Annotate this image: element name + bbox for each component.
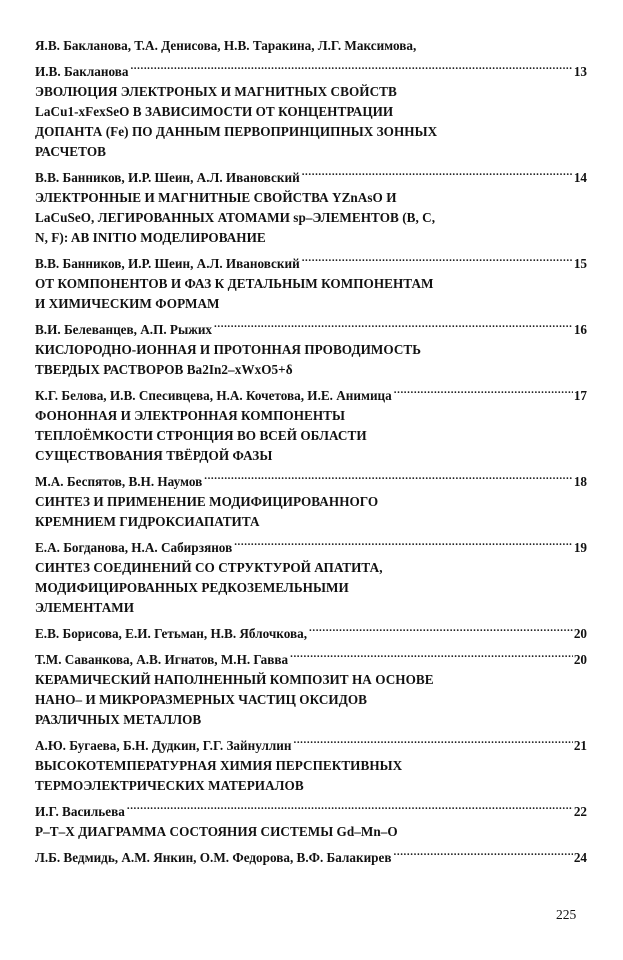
entry-page-ref: 16: [573, 322, 587, 337]
entry-title-line: ВЫСОКОТЕМПЕРАТУРНАЯ ХИМИЯ ПЕРСПЕКТИВНЫХ: [35, 758, 403, 773]
entry-title-line: N, F): AB INITIO МОДЕЛИРОВАНИЕ: [35, 230, 266, 245]
entry-page-ref: 22: [573, 804, 587, 819]
entry-page-ref: 19: [573, 540, 587, 555]
entry-title-line: РАЗЛИЧНЫХ МЕТАЛЛОВ: [35, 712, 202, 727]
entry-title-line: КЕРАМИЧЕСКИЙ НАПОЛНЕННЫЙ КОМПОЗИТ НА ОСНОВЕ: [35, 672, 434, 687]
dot-leader: [392, 842, 573, 862]
entry-page-ref: 21: [573, 738, 587, 753]
entry-page-ref: 15: [573, 256, 587, 271]
entry-authors: Е.А. Богданова, Н.А. Сабирзянов ..... 19: [35, 532, 587, 558]
page-number: 225: [556, 907, 577, 922]
entry-title-line: КИСЛОРОДНО-ИОННАЯ И ПРОТОННАЯ ПРОВОДИМОСТЬ: [35, 342, 422, 357]
entry-title-line: LaCu1-xFexSeO В ЗАВИСИМОСТИ ОТ КОНЦЕНТРАЦИИ: [35, 104, 394, 119]
entry-page-ref: 20: [573, 626, 587, 641]
entry-title-line: ТВЕРДЫХ РАСТВОРОВ Ba2In2–xWxO5+δ: [35, 362, 293, 377]
dot-leader: [291, 730, 572, 750]
entry-title-line: РАСЧЕТОВ: [35, 144, 106, 159]
entry-page-ref: 13: [573, 64, 587, 79]
dot-leader: [212, 314, 573, 334]
entry-title-line: СУЩЕСТВОВАНИЯ ТВЁРДОЙ ФАЗЫ: [35, 448, 273, 463]
entry-authors: Л.Б. Ведмидь, А.М. Янкин, О.М. Федорова, В.Ф. Балакирев ..... 24: [35, 842, 587, 868]
entry-title-line: ТЕПЛОЁМКОСТИ СТРОНЦИЯ ВО ВСЕЙ ОБЛАСТИ: [35, 428, 367, 443]
entry-title-line: СИНТЕЗ И ПРИМЕНЕНИЕ МОДИФИЦИРОВАННОГО: [35, 494, 379, 509]
entry-page-ref: 20: [573, 652, 587, 667]
dot-leader: [128, 56, 572, 76]
entry-page-ref: 17: [573, 388, 587, 403]
entry-authors: Т.М. Саванкова, А.В. Игнатов, М.Н. Гавва ..... 20: [35, 644, 587, 670]
entry-title-line: ЭЛЕМЕНТАМИ: [35, 600, 135, 615]
entry-title-line: ОТ КОМПОНЕНТОВ И ФАЗ К ДЕТАЛЬНЫМ КОМПОНЕНТАМ: [35, 276, 434, 291]
entry-authors: А.Ю. Бугаева, Б.Н. Дудкин, Г.Г. Зайнуллин ..... 21: [35, 730, 587, 756]
entry-authors: И.В. Бакланова ..... 13: [35, 56, 587, 82]
entry-title-line: ФОНОННАЯ И ЭЛЕКТРОННАЯ КОМПОНЕНТЫ: [35, 408, 346, 423]
entry-page-ref: 18: [573, 474, 587, 489]
entry-title-line: НАНО– И МИКРОРАЗМЕРНЫХ ЧАСТИЦ ОКСИДОВ: [35, 692, 368, 707]
entry-authors: В.В. Банников, И.Р. Шеин, А.Л. Ивановский ..... 15: [35, 248, 587, 274]
table-of-contents: [35, 36, 587, 868]
entry-title-line: ЭЛЕКТРОННЫЕ И МАГНИТНЫЕ СВОЙСТВА YZnAsO И: [35, 190, 397, 205]
entry-title-line: ДОПАНТА (Fe) ПО ДАННЫМ ПЕРВОПРИНЦИПНЫХ ЗОННЫХ: [35, 124, 438, 139]
dot-leader: [125, 796, 573, 816]
dot-leader: [232, 532, 573, 552]
entry-title-line: КРЕМНИЕМ ГИДРОКСИАПАТИТА: [35, 514, 260, 529]
entry-title-line: МОДИФИЦИРОВАННЫХ РЕДКОЗЕМЕЛЬНЫМИ: [35, 580, 349, 595]
dot-leader: [288, 644, 573, 664]
entry-authors: Я.В. Бакланова, Т.А. Денисова, Н.В. Таракина, Л.Г. Максимова,: [35, 38, 417, 53]
entry-authors: В.В. Банников, И.Р. Шеин, А.Л. Ивановский ..... 14: [35, 162, 587, 188]
entry-title-line: P–T–X ДИАГРАММА СОСТОЯНИЯ СИСТЕМЫ Gd–Mn–O: [35, 824, 398, 839]
dot-leader: [202, 466, 573, 486]
entry-authors: К.Г. Белова, И.В. Спесивцева, Н.А. Кочетова, И.Е. Анимица ..... 17: [35, 380, 587, 406]
entry-title-line: ТЕРМОЭЛЕКТРИЧЕСКИХ МАТЕРИАЛОВ: [35, 778, 304, 793]
entry-title-line: СИНТЕЗ СОЕДИНЕНИЙ СО СТРУКТУРОЙ АПАТИТА,: [35, 560, 383, 575]
dot-leader: [392, 380, 573, 400]
entry-authors: Е.В. Борисова, Е.И. Гетьман, Н.В. Яблочкова, ..... 20: [35, 618, 587, 644]
entry-authors: М.А. Беспятов, В.Н. Наумов ..... 18: [35, 466, 587, 492]
entry-title-line: ЭВОЛЮЦИЯ ЭЛЕКТРОНЫХ И МАГНИТНЫХ СВОЙСТВ: [35, 84, 397, 99]
dot-leader: [307, 618, 573, 638]
entry-page-ref: 24: [573, 850, 587, 865]
entry-authors: В.И. Белеванцев, А.П. Рыжих ..... 16: [35, 314, 587, 340]
entry-title-line: LaCuSeO, ЛЕГИРОВАННЫХ АТОМАМИ sp–ЭЛЕМЕНТОВ (B, C,: [35, 210, 436, 225]
entry-title-line: И ХИМИЧЕСКИМ ФОРМАМ: [35, 296, 220, 311]
entry-authors: И.Г. Васильева ..... 22: [35, 796, 587, 822]
dot-leader: [300, 248, 573, 268]
dot-leader: [300, 162, 573, 182]
entry-page-ref: 14: [573, 170, 587, 185]
